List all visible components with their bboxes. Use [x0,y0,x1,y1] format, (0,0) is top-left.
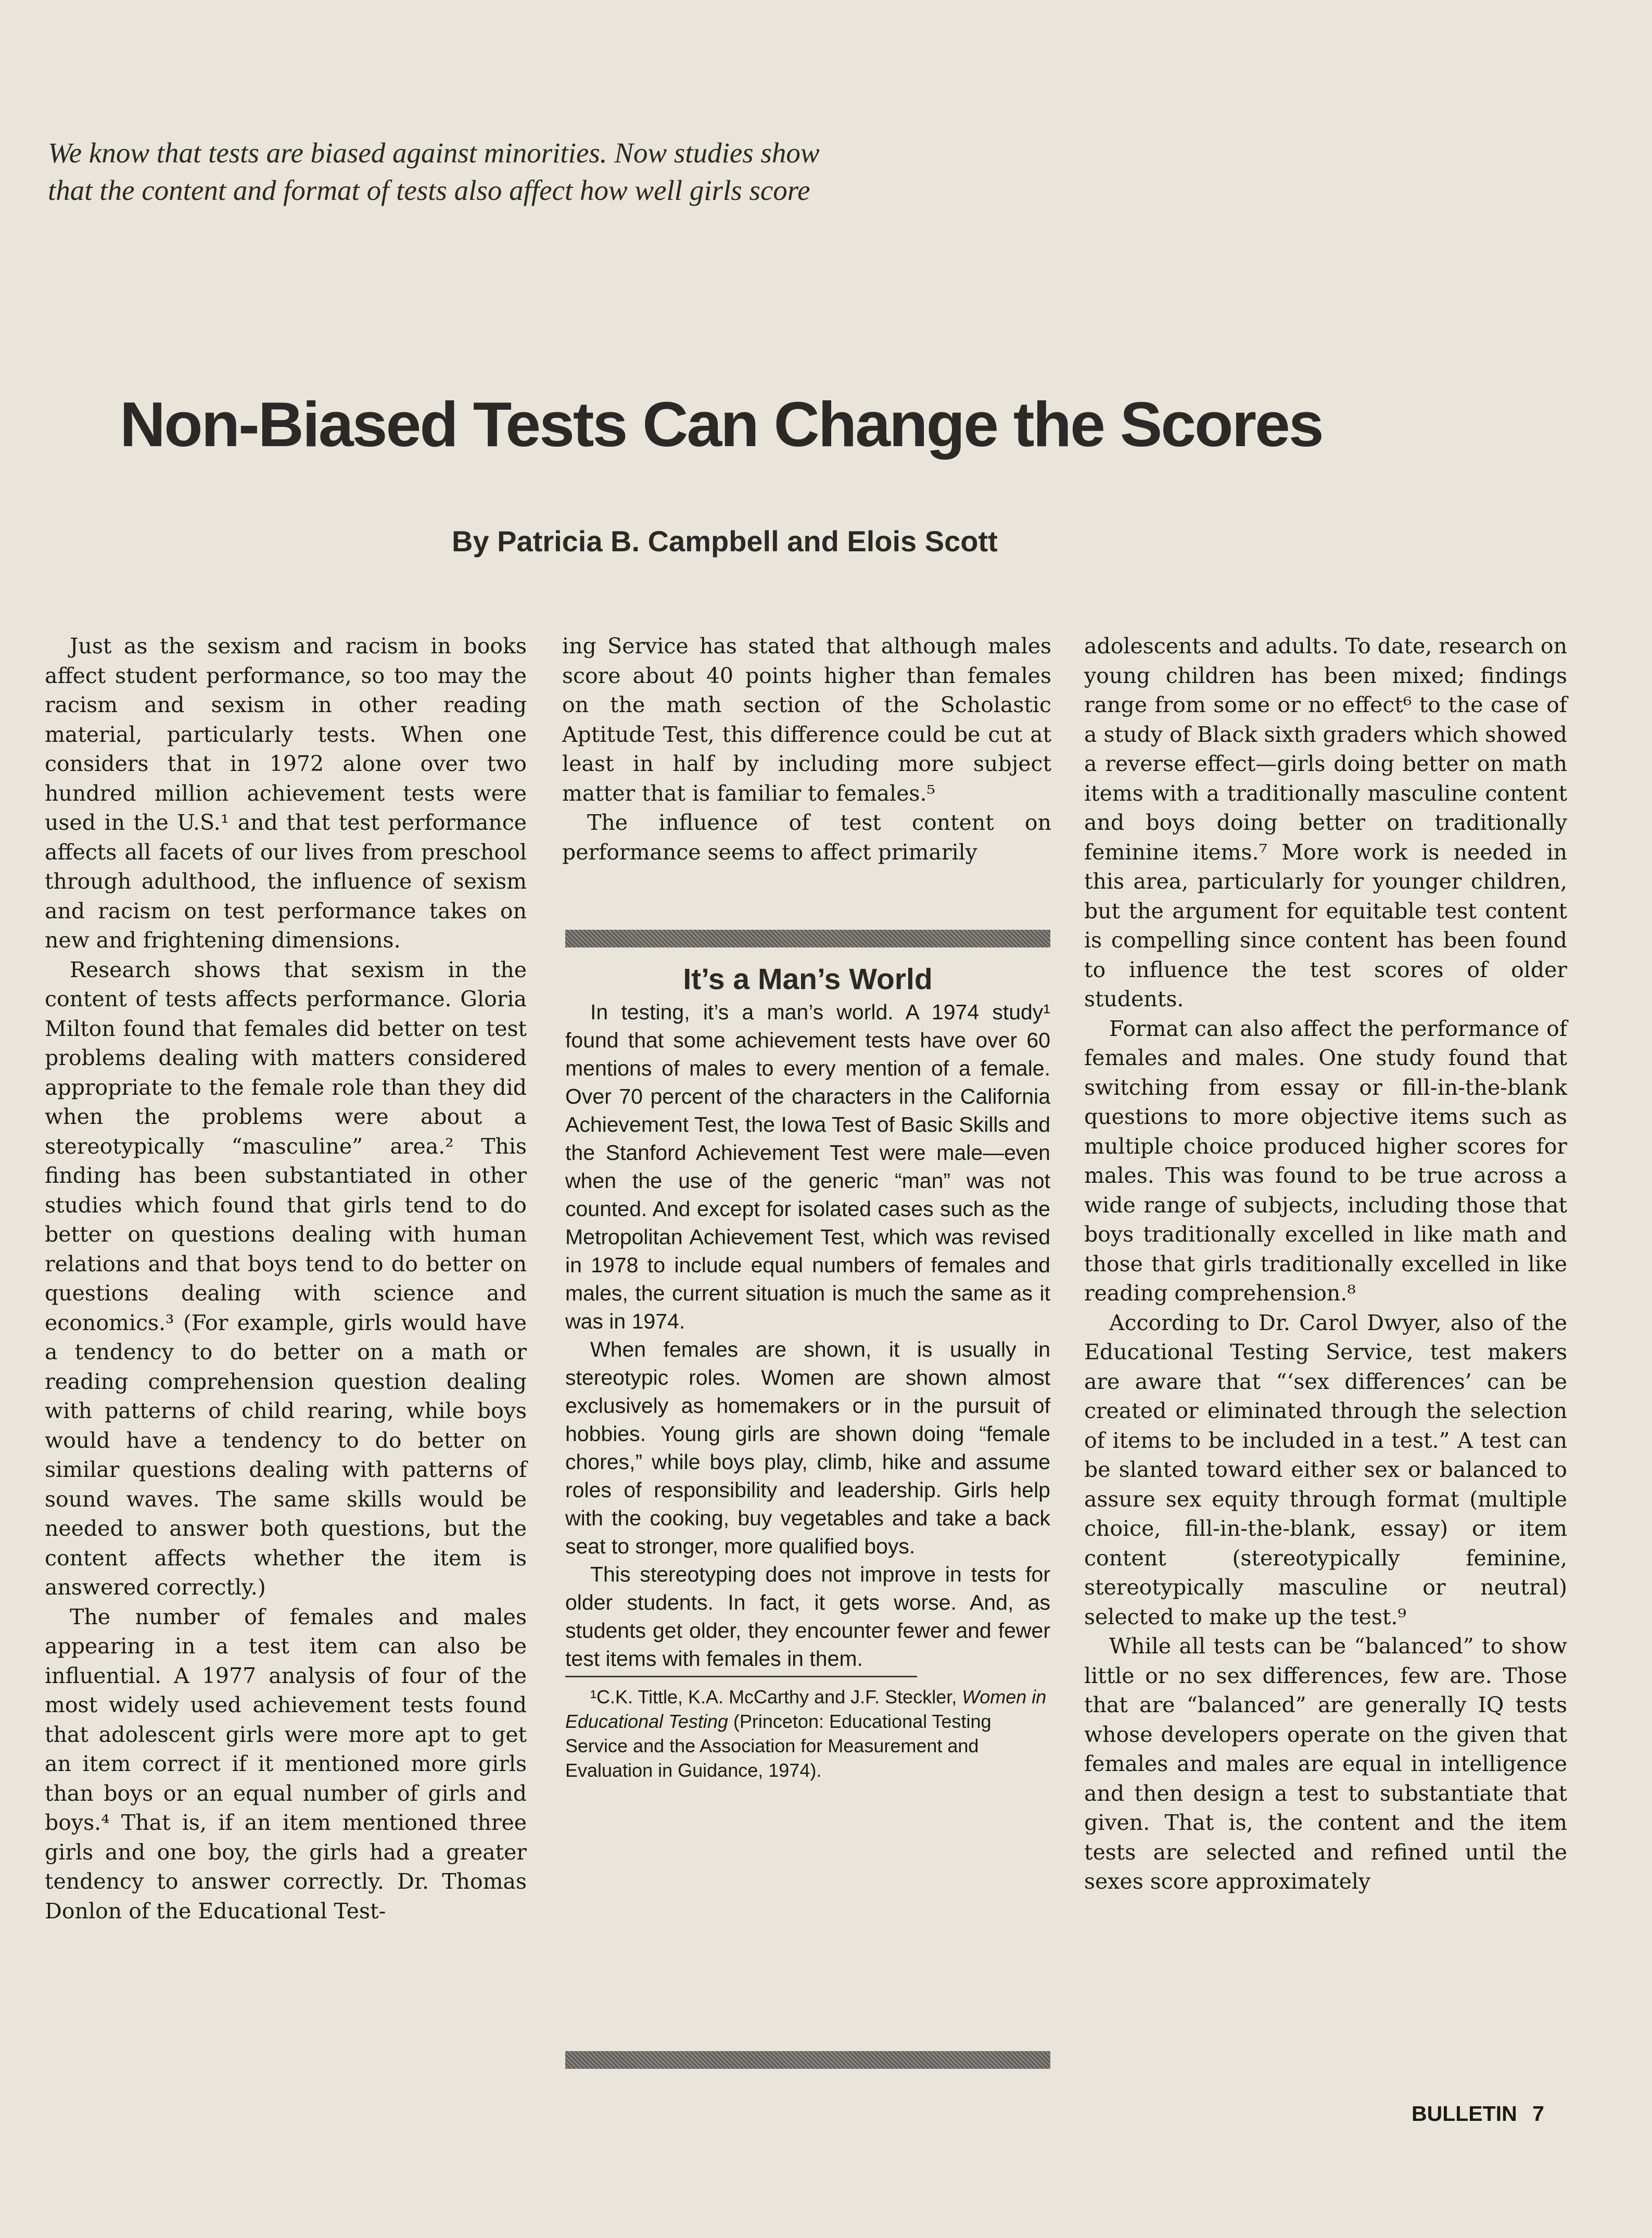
sidebar-paragraph: In testing, it’s a man’s world. A 1974 study¹ found that some achievement tests have over 60 mentions of males to every mention of a female. Over 70 percent of the characters in the California Achievement Test, the Iowa Test of Basic Skills and the Stanford Achievement Test were male—even when the use of the generic “man” was not counted. And except for isolated cases such as the Metropolitan Achievement Test, which was revised in 1978 to include equal numbers of females and males, the current situation is much the same as it was in 1974. [565,1000,1050,1333]
footnote-authors: ¹C.K. Tittle, K.A. McCarthy and J.F. Steckler, [590,1686,962,1708]
sidebar-box [565,960,1050,1782]
sidebar-heading: It’s a Man’s World [683,963,933,996]
footnote-book-title: Women in Educational Testing [565,1686,1047,1732]
intro-deck [48,134,1078,209]
byline: By Patricia B. Campbell and Elois Scott [452,525,998,558]
footnote-rule [565,1676,917,1677]
article-title: Non-Biased Tests Can Change the Scores [120,389,1323,460]
sidebar-paragraph: This stereotyping does not improve in tests for older students. In fact, it gets worse. And, as students get older, they encounter fewer and fewer test items with females in them. [565,1562,1050,1671]
footnote-publisher: (Princeton: Educational Testing Service and the Association for Measurement and Evaluation in Guidance, 1974). [565,1711,992,1781]
page-footer [1412,2101,1544,2127]
sidebar-bottom-rule [565,2051,1050,2069]
paragraph: ing Service has stated that although males score about 40 points higher than females on the math section of the Scholastic Aptitude Test, this difference could be cut at least in half by including more subject matter that is familiar to females.⁵ [562,634,1051,806]
page-number: 7 [1532,2102,1544,2126]
sidebar-footnote [565,1685,1050,1782]
paragraph: Research shows that sexism in the content of tests affects performance. Gloria Milton found that females did better on test problems dealing with matters considered appropriate to the female role than they did when the problems were about a stereotypically “masculine” area.² This finding has been substantiated in other studies which found that girls tend to do better on questions dealing with human relations and that boys tend to do better on questions dealing with science and economics.³ (For example, girls would have a tendency to do better on a math or reading comprehension question dealing with patterns of child rearing, while boys would have a tendency to do better on similar questions dealing with patterns of sound waves. The same skills would be needed to answer both questions, but the content affects whether the item is answered correctly.) [45,957,527,1600]
sidebar-top-rule [565,930,1050,947]
paragraph: While all tests can be “balanced” to show little or no sex differences, few are. Those that are “balanced” are generally IQ tests whose developers operate on the given that females and males are equal in intelligence and then design a test to substantiate that given. That is, the content and the item tests are selected and refined until the sexes score approximately [1084,1634,1567,1894]
publication-name: BULLETIN [1412,2102,1517,2126]
column-1 [45,631,527,1926]
intro-line-2: that the content and format of tests also affect how well girls score [48,174,810,206]
paragraph: According to Dr. Carol Dwyer, also of the Educational Testing Service, test makers are aware that “‘sex differences’ can be created or eliminated through the selection of items to be included in a test.” A test can be slanted toward either sex or balanced to assure sex equity through format (multiple choice, fill-in-the-blank, essay) or item content (stereotypically feminine, stereotypically masculine or neutral) selected to make up the test.⁹ [1084,1310,1567,1629]
column-3 [1084,631,1567,1896]
column-2 [562,631,1051,867]
paragraph: adolescents and adults. To date, research on young children has been mixed; findings range from some or no effect⁶ to the case of a study of Black sixth graders which showed a reverse effect—girls doing better on math items with a traditionally masculine content and boys doing better on traditionally feminine items.⁷ More work is needed in this area, particularly for younger children, but the argument for equitable test content is compelling since content has been found to influence the test scores of older students. [1084,634,1567,1011]
paragraph: The number of females and males appearing in a test item can also be influential. A 1977 analysis of four of the most widely used achievement tests found that adolescent girls were more apt to get an item correct if it mentioned more girls than boys or an equal number of girls and boys.⁴ That is, if an item mentioned three girls and one boy, the girls had a greater tendency to answer correctly. Dr. Thomas Donlon of the Educational Test- [45,1604,527,1924]
intro-line-1: We know that tests are biased against minorities. Now studies show [48,137,820,169]
sidebar-paragraph: When females are shown, it is usually in stereotypic roles. Women are shown almost exclusively as homemakers or in the pursuit of hobbies. Young girls are shown doing “female chores,” while boys play, climb, hike and assume roles of responsibility and leadership. Girls help with the cooking, buy vegetables and take a back seat to stronger, more qualified boys. [565,1337,1050,1558]
paragraph: The influence of test content on performance seems to affect primarily [562,810,1051,865]
paragraph: Format can also affect the performance of females and males. One study found that switching from essay or fill-in-the-blank questions to more objective items such as multiple choice produced higher scores for males. This was found to be true across a wide range of subjects, including those that boys traditionally excelled in like math and those that girls traditionally excelled in like reading comprehension.⁸ [1084,1016,1567,1306]
paragraph: Just as the sexism and racism in books affect student performance, so too may the racism and sexism in other reading material, particularly tests. When one considers that in 1972 alone over two hundred million achievement tests were used in the U.S.¹ and that test performance affects all facets of our lives from preschool through adulthood, the influence of sexism and racism on test performance takes on new and frightening dimensions. [45,634,527,953]
